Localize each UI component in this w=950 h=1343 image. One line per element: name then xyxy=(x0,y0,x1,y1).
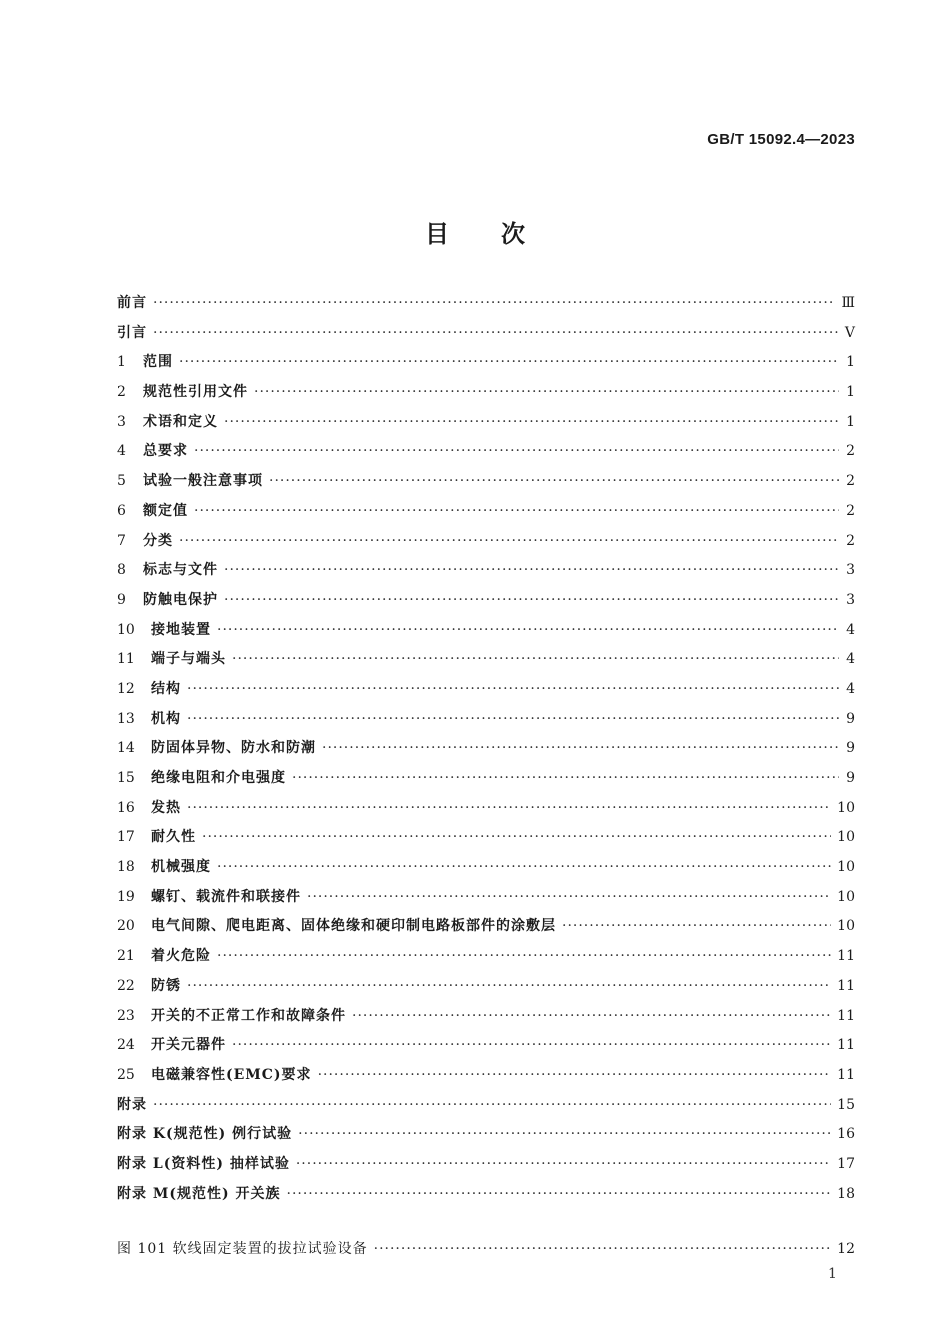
page-number: 1 xyxy=(828,1266,837,1282)
leader-dots xyxy=(217,622,839,638)
toc-entry[interactable] xyxy=(117,1183,855,1213)
toc-page: 4 xyxy=(846,621,855,638)
leader-dots xyxy=(232,1037,831,1053)
toc-number: 20 xyxy=(117,918,135,935)
toc-page: 2 xyxy=(846,443,855,460)
leader-dots xyxy=(298,1126,831,1142)
leader-dots xyxy=(292,770,839,786)
toc-label: 耐久性 xyxy=(151,829,196,846)
page-title xyxy=(0,214,950,249)
toc-label: 结构 xyxy=(151,680,181,697)
leader-dots xyxy=(179,533,839,549)
toc-number: 6 xyxy=(117,502,126,519)
toc-label: 防固体异物、防水和防潮 xyxy=(151,740,316,757)
leader-dots xyxy=(562,918,831,934)
toc-label: 螺钉、载流件和联接件 xyxy=(151,888,301,905)
toc-entry[interactable] xyxy=(117,737,855,767)
toc-label: 防锈 xyxy=(151,977,181,994)
toc-label: 端子与端头 xyxy=(151,651,226,668)
toc-page: 15 xyxy=(837,1096,855,1113)
toc-page: 3 xyxy=(846,591,855,608)
toc-number: 15 xyxy=(117,770,135,786)
toc-number: 21 xyxy=(117,948,135,965)
toc-page: Ⅲ xyxy=(841,295,855,311)
leader-dots xyxy=(153,295,835,311)
toc-entry[interactable] xyxy=(117,1034,855,1064)
toc-entry[interactable] xyxy=(117,440,855,470)
figure-label: 图 101 软线固定装置的拔拉试验设备 xyxy=(117,1241,368,1257)
leader-dots xyxy=(187,711,839,727)
leader-dots xyxy=(224,592,839,608)
toc-number: 9 xyxy=(117,591,126,608)
toc-entry[interactable] xyxy=(117,619,855,649)
leader-dots xyxy=(224,562,839,578)
toc-number: 10 xyxy=(117,621,135,638)
toc-page: 4 xyxy=(846,651,855,668)
toc-label: 附录 K(规范性) 例行试验 xyxy=(117,1126,293,1143)
toc-page: Ⅴ xyxy=(844,324,855,341)
toc-page: 3 xyxy=(846,562,855,579)
toc-label: 试验一般注意事项 xyxy=(143,473,263,490)
leader-dots xyxy=(307,889,831,905)
toc-number: 14 xyxy=(117,740,135,757)
toc-page: 9 xyxy=(846,740,855,757)
toc-page: 1 xyxy=(846,354,855,371)
toc-entry[interactable] xyxy=(117,797,855,827)
leader-dots xyxy=(296,1156,831,1172)
toc-entry[interactable] xyxy=(117,1094,855,1124)
leader-dots xyxy=(202,829,831,845)
toc-page: 9 xyxy=(846,770,855,786)
toc-page: 10 xyxy=(837,799,855,816)
leader-dots xyxy=(179,354,839,370)
toc-number: 24 xyxy=(117,1037,135,1054)
toc-page: 10 xyxy=(837,888,855,905)
toc-label: 术语和定义 xyxy=(143,413,218,430)
toc-number: 12 xyxy=(117,680,135,697)
toc-number: 11 xyxy=(117,651,135,668)
toc-page: 1 xyxy=(846,413,855,430)
toc-number: 5 xyxy=(117,473,126,490)
figure-list xyxy=(117,1238,855,1268)
toc-number: 4 xyxy=(117,443,126,460)
leader-dots xyxy=(232,651,839,667)
title-char-2: 次 xyxy=(501,220,525,248)
toc-number: 16 xyxy=(117,799,135,816)
toc-page: 10 xyxy=(837,918,855,935)
toc-entry[interactable] xyxy=(117,886,855,916)
leader-dots xyxy=(374,1241,832,1257)
toc-page: 4 xyxy=(846,680,855,697)
toc-entry[interactable] xyxy=(117,559,855,589)
toc-entry[interactable] xyxy=(117,530,855,560)
leader-dots xyxy=(187,800,831,816)
toc-entry[interactable] xyxy=(117,1005,855,1035)
toc-number: 8 xyxy=(117,562,126,579)
toc-page: 9 xyxy=(846,710,855,727)
figure-entry[interactable] xyxy=(117,1238,855,1268)
leader-dots xyxy=(153,325,839,341)
toc-label: 附录 M(规范性) 开关族 xyxy=(117,1185,281,1202)
toc-entry[interactable] xyxy=(117,945,855,975)
toc-entry[interactable] xyxy=(117,1153,855,1183)
toc-number: 7 xyxy=(117,532,126,549)
leader-dots xyxy=(322,740,839,756)
leader-dots xyxy=(352,1008,831,1024)
toc-label: 前言 xyxy=(117,295,147,311)
toc-entry[interactable] xyxy=(117,351,855,381)
figure-page: 12 xyxy=(837,1241,855,1257)
toc-label: 电磁兼容性(EMC)要求 xyxy=(151,1066,312,1083)
toc-label: 开关的不正常工作和故障条件 xyxy=(151,1007,346,1024)
leader-dots xyxy=(217,859,831,875)
toc-label: 附录 L(资料性) 抽样试验 xyxy=(117,1155,290,1172)
leader-dots xyxy=(318,1067,832,1083)
toc-label: 范围 xyxy=(143,354,173,371)
toc-number: 17 xyxy=(117,829,135,846)
toc-label: 绝缘电阻和介电强度 xyxy=(151,770,286,786)
toc-number: 23 xyxy=(117,1007,135,1024)
toc-entry[interactable] xyxy=(117,381,855,411)
toc-label: 标志与文件 xyxy=(143,562,218,579)
toc-label: 规范性引用文件 xyxy=(143,384,248,401)
toc-label: 额定值 xyxy=(143,502,188,519)
toc-label: 着火危险 xyxy=(151,948,211,965)
toc-page: 1 xyxy=(846,384,855,401)
toc-page: 10 xyxy=(837,859,855,876)
toc-entry[interactable] xyxy=(117,708,855,738)
leader-dots xyxy=(187,978,831,994)
toc-entry[interactable] xyxy=(117,975,855,1005)
toc-label: 引言 xyxy=(117,324,147,341)
toc-page: 2 xyxy=(846,502,855,519)
toc-entry[interactable] xyxy=(117,411,855,441)
leader-dots xyxy=(254,384,839,400)
toc-number: 1 xyxy=(117,354,126,371)
toc-page: 2 xyxy=(846,473,855,490)
leader-dots xyxy=(217,948,831,964)
toc-page: 17 xyxy=(837,1155,855,1172)
toc-entry[interactable] xyxy=(117,292,855,322)
toc-label: 总要求 xyxy=(143,443,188,460)
toc-label: 接地装置 xyxy=(151,621,211,638)
leader-dots xyxy=(194,443,839,459)
leader-dots xyxy=(224,414,839,430)
toc-entry[interactable] xyxy=(117,826,855,856)
leader-dots xyxy=(269,473,839,489)
toc-page: 18 xyxy=(837,1185,855,1202)
toc-number: 2 xyxy=(117,384,126,401)
leader-dots xyxy=(153,1097,831,1113)
toc-page: 16 xyxy=(837,1126,855,1143)
toc-label: 附录 xyxy=(117,1096,147,1113)
toc-entry[interactable] xyxy=(117,470,855,500)
toc-page: 10 xyxy=(837,829,855,846)
title-char-1: 目 xyxy=(425,220,449,248)
toc-page: 2 xyxy=(846,532,855,549)
toc-entry[interactable] xyxy=(117,856,855,886)
table-of-contents xyxy=(117,292,855,1212)
toc-page: 11 xyxy=(837,1037,855,1054)
toc-number: 13 xyxy=(117,710,135,727)
toc-number: 25 xyxy=(117,1066,135,1083)
leader-dots xyxy=(187,681,839,697)
toc-entry[interactable] xyxy=(117,1064,855,1094)
toc-entry[interactable] xyxy=(117,322,855,352)
toc-label: 分类 xyxy=(143,532,173,549)
toc-page: 11 xyxy=(837,1007,855,1024)
toc-number: 22 xyxy=(117,977,135,994)
leader-dots xyxy=(194,503,839,519)
toc-entry[interactable] xyxy=(117,767,855,797)
toc-page: 11 xyxy=(837,1066,855,1083)
toc-label: 电气间隙、爬电距离、固体绝缘和硬印制电路板部件的涂敷层 xyxy=(151,918,556,935)
toc-label: 防触电保护 xyxy=(143,591,218,608)
toc-entry[interactable] xyxy=(117,589,855,619)
toc-label: 机构 xyxy=(151,710,181,727)
standard-code: GB/T 15092.4—2023 xyxy=(707,131,855,148)
toc-entry[interactable] xyxy=(117,678,855,708)
toc-entry[interactable] xyxy=(117,1123,855,1153)
toc-label: 发热 xyxy=(151,799,181,816)
leader-dots xyxy=(287,1186,832,1202)
toc-number: 19 xyxy=(117,888,135,905)
toc-page: 11 xyxy=(837,977,855,994)
toc-page: 11 xyxy=(837,948,855,965)
toc-label: 机械强度 xyxy=(151,859,211,876)
toc-number: 18 xyxy=(117,859,135,876)
toc-label: 开关元器件 xyxy=(151,1037,226,1054)
toc-number: 3 xyxy=(117,413,126,430)
toc-entry[interactable] xyxy=(117,500,855,530)
toc-entry[interactable] xyxy=(117,648,855,678)
toc-entry[interactable] xyxy=(117,915,855,945)
